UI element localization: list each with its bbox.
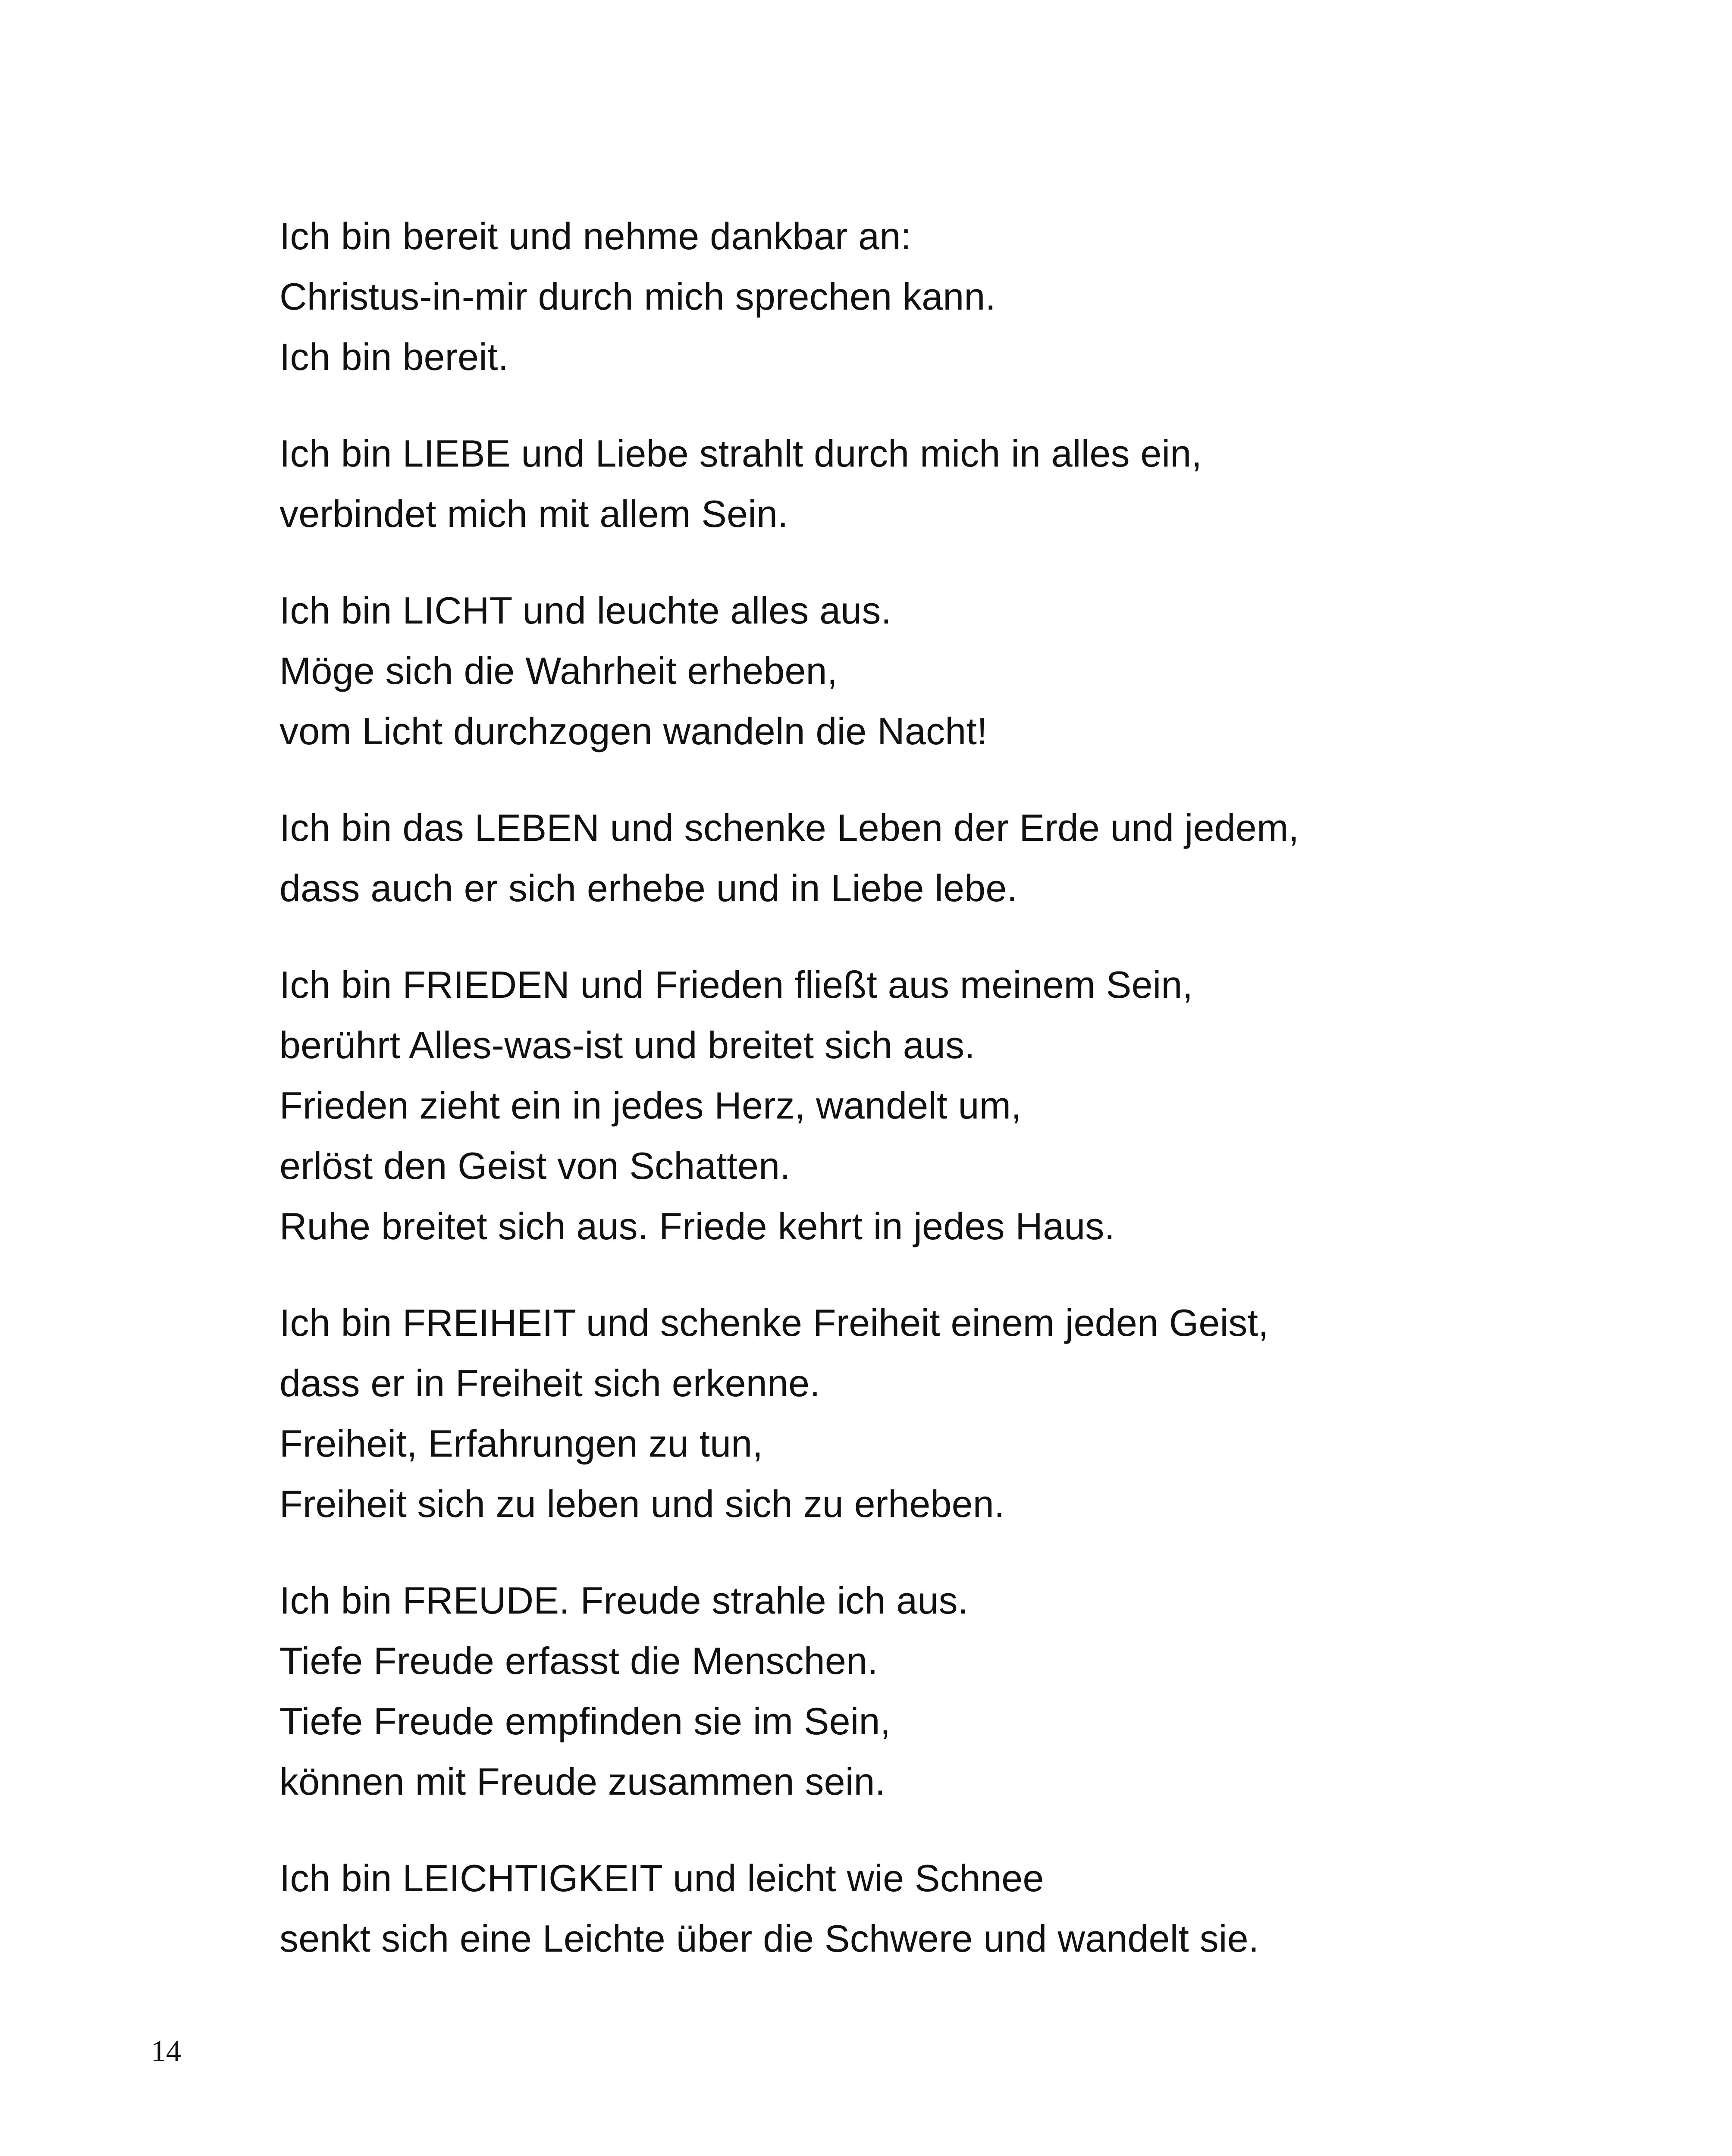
poem-line: Tiefe Freude empfinden sie im Sein, — [279, 1700, 891, 1742]
stanza — [279, 580, 1660, 761]
poem-line: verbindet mich mit allem Sein. — [279, 492, 788, 535]
stanza — [279, 798, 1660, 918]
poem-line: berührt Alles-was-ist und breitet sich aus. — [279, 1024, 975, 1066]
poem-line: Möge sich die Wahrheit erheben, — [279, 649, 838, 692]
stanza — [279, 955, 1660, 1257]
poem-line: Freiheit sich zu leben und sich zu erheben. — [279, 1482, 1005, 1525]
poem-line: Ich bin bereit. — [279, 335, 509, 378]
poem-body — [279, 206, 1660, 1969]
poem-line: Tiefe Freude erfasst die Menschen. — [279, 1639, 878, 1682]
poem-line: senkt sich eine Leichte über die Schwere und wandelt sie. — [279, 1917, 1259, 1960]
poem-line: vom Licht durchzogen wandeln die Nacht! — [279, 710, 988, 752]
poem-line: Ich bin FREUDE. Freude strahle ich aus. — [279, 1579, 969, 1622]
poem-line: Ich bin FREIHEIT und schenke Freiheit einem jeden Geist, — [279, 1301, 1269, 1344]
poem-line: Ich bin bereit und nehme dankbar an: — [279, 215, 912, 257]
poem-line: erlöst den Geist von Schatten. — [279, 1144, 791, 1187]
poem-line: Frieden zieht ein in jedes Herz, wandelt um, — [279, 1084, 1022, 1127]
stanza — [279, 423, 1660, 544]
poem-line: Ich bin LICHT und leuchte alles aus. — [279, 589, 892, 632]
poem-line: Freiheit, Erfahrungen zu tun, — [279, 1422, 763, 1465]
stanza — [279, 1848, 1660, 1969]
poem-line: Ruhe breitet sich aus. Friede kehrt in jedes Haus. — [279, 1205, 1115, 1247]
poem-line: Ich bin LEICHTIGKEIT und leicht wie Schnee — [279, 1857, 1044, 1899]
page-number: 14 — [151, 2035, 181, 2068]
poem-line: Ich bin LIEBE und Liebe strahlt durch mich in alles ein, — [279, 432, 1202, 475]
poem-line: können mit Freude zusammen sein. — [279, 1760, 886, 1803]
poem-line: Ich bin FRIEDEN und Frieden fließt aus meinem Sein, — [279, 963, 1193, 1006]
stanza — [279, 1570, 1660, 1812]
poem-line: dass er in Freiheit sich erkenne. — [279, 1362, 820, 1404]
poem-line: Ich bin das LEBEN und schenke Leben der Erde und jedem, — [279, 806, 1299, 849]
poem-line: Christus-in-mir durch mich sprechen kann. — [279, 275, 996, 318]
stanza — [279, 206, 1660, 387]
stanza — [279, 1293, 1660, 1534]
poem-line: dass auch er sich erhebe und in Liebe lebe. — [279, 867, 1018, 909]
